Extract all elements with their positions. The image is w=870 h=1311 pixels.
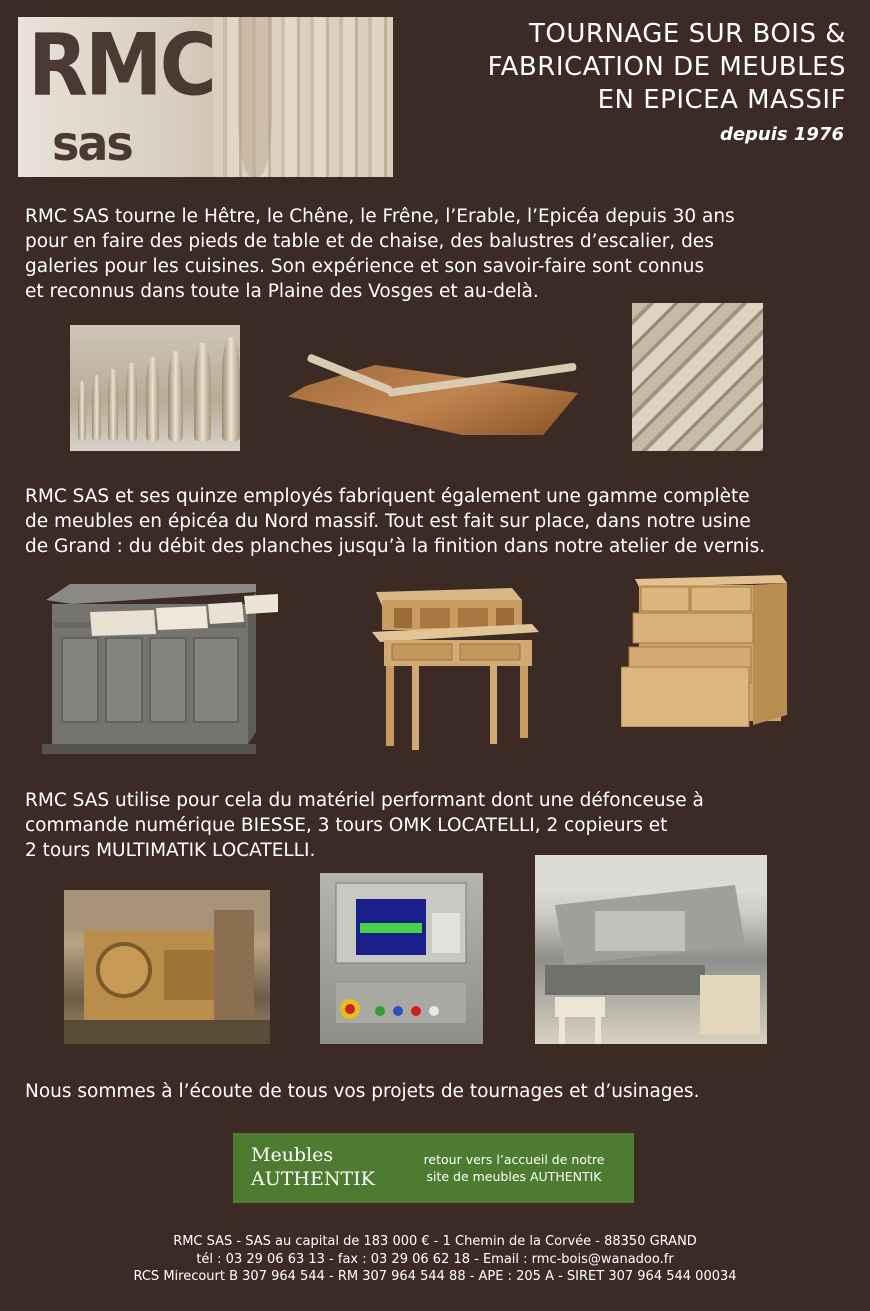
footer-contact: tél : 03 29 06 63 13 - fax : 03 29 06 62 18 - Email : rmc-bois@wanadoo.fr [196,1251,674,1267]
chest-of-drawers-photo [621,575,787,727]
logo-rmc-text: RMC [28,17,214,116]
back-to-home-link-text[interactable] [409,1151,619,1185]
lathe-photo [64,890,270,1044]
authentik-brand [251,1143,375,1191]
workshop-router-photo [535,855,767,1044]
balusters-photo [70,325,240,451]
intro-paragraph [25,204,865,304]
company-footer [0,1233,870,1286]
since-year: depuis 1976 [719,124,844,145]
authentik-banner-link[interactable] [233,1133,634,1203]
page-headline [406,18,846,117]
closing-paragraph [25,1079,865,1104]
cnc-control-panel-photo [320,873,483,1044]
turned-wood-shadow [238,17,272,177]
intro-line-1: RMC SAS tourne le Hêtre, le Chêne, le Frêne, l’Erable, l’Epicéa depuis 30 ans [25,206,735,227]
equipment-line-3: 2 tours MULTIMATIK LOCATELLI. [25,840,316,861]
kitchen-gallery-photo [288,345,578,447]
footer-address: RMC SAS - SAS au capital de 183 000 € - 1 Chemin de la Corvée - 88350 GRAND [173,1234,697,1249]
headline-line-2: FABRICATION DE MEUBLES [487,52,846,82]
closing-line: Nous sommes à l’écoute de tous vos projets de tournages et d’usinages. [25,1081,700,1102]
headline-line-1: TOURNAGE SUR BOIS & [529,19,846,49]
headline-line-3: EN EPICEA MASSIF [597,85,846,115]
logo-sas-text: sas [52,114,132,172]
brand-line-2: AUTHENTIK [251,1168,375,1190]
sideboard-photo [42,582,278,758]
intro-line-3: galeries pour les cuisines. Son expérience et son savoir-faire sont connus [25,256,705,277]
equipment-line-1: RMC SAS utilise pour cela du matériel performant dont une défonceuse à [25,790,704,811]
furniture-line-1: RMC SAS et ses quinze employés fabriquent également une gamme complète [25,486,750,507]
link-line-2: site de meubles AUTHENTIK [426,1169,602,1184]
furniture-line-3: de Grand : du débit des planches jusqu’à la finition dans notre atelier de vernis. [25,536,766,557]
link-line-1: retour vers l’accueil de notre [423,1152,605,1167]
footer-registration: RCS Mirecourt B 307 964 544 - RM 307 964 544 88 - APE : 205 A - SIRET 307 964 544 00034 [133,1269,737,1284]
furniture-paragraph [25,484,865,559]
intro-line-2: pour en faire des pieds de table et de chaise, des balustres d’escalier, des [25,231,714,252]
equipment-paragraph [25,788,865,863]
writing-desk-photo [372,580,539,750]
brand-line-1: Meubles [251,1144,334,1166]
rmc-logo [18,17,393,177]
turned-detail-photo [632,303,763,451]
intro-line-4: et reconnus dans toute la Plaine des Vosges et au-delà. [25,281,539,302]
equipment-line-2: commande numérique BIESSE, 3 tours OMK LOCATELLI, 2 copieurs et [25,815,668,836]
furniture-line-2: de meubles en épicéa du Nord massif. Tout est fait sur place, dans notre usine [25,511,751,532]
